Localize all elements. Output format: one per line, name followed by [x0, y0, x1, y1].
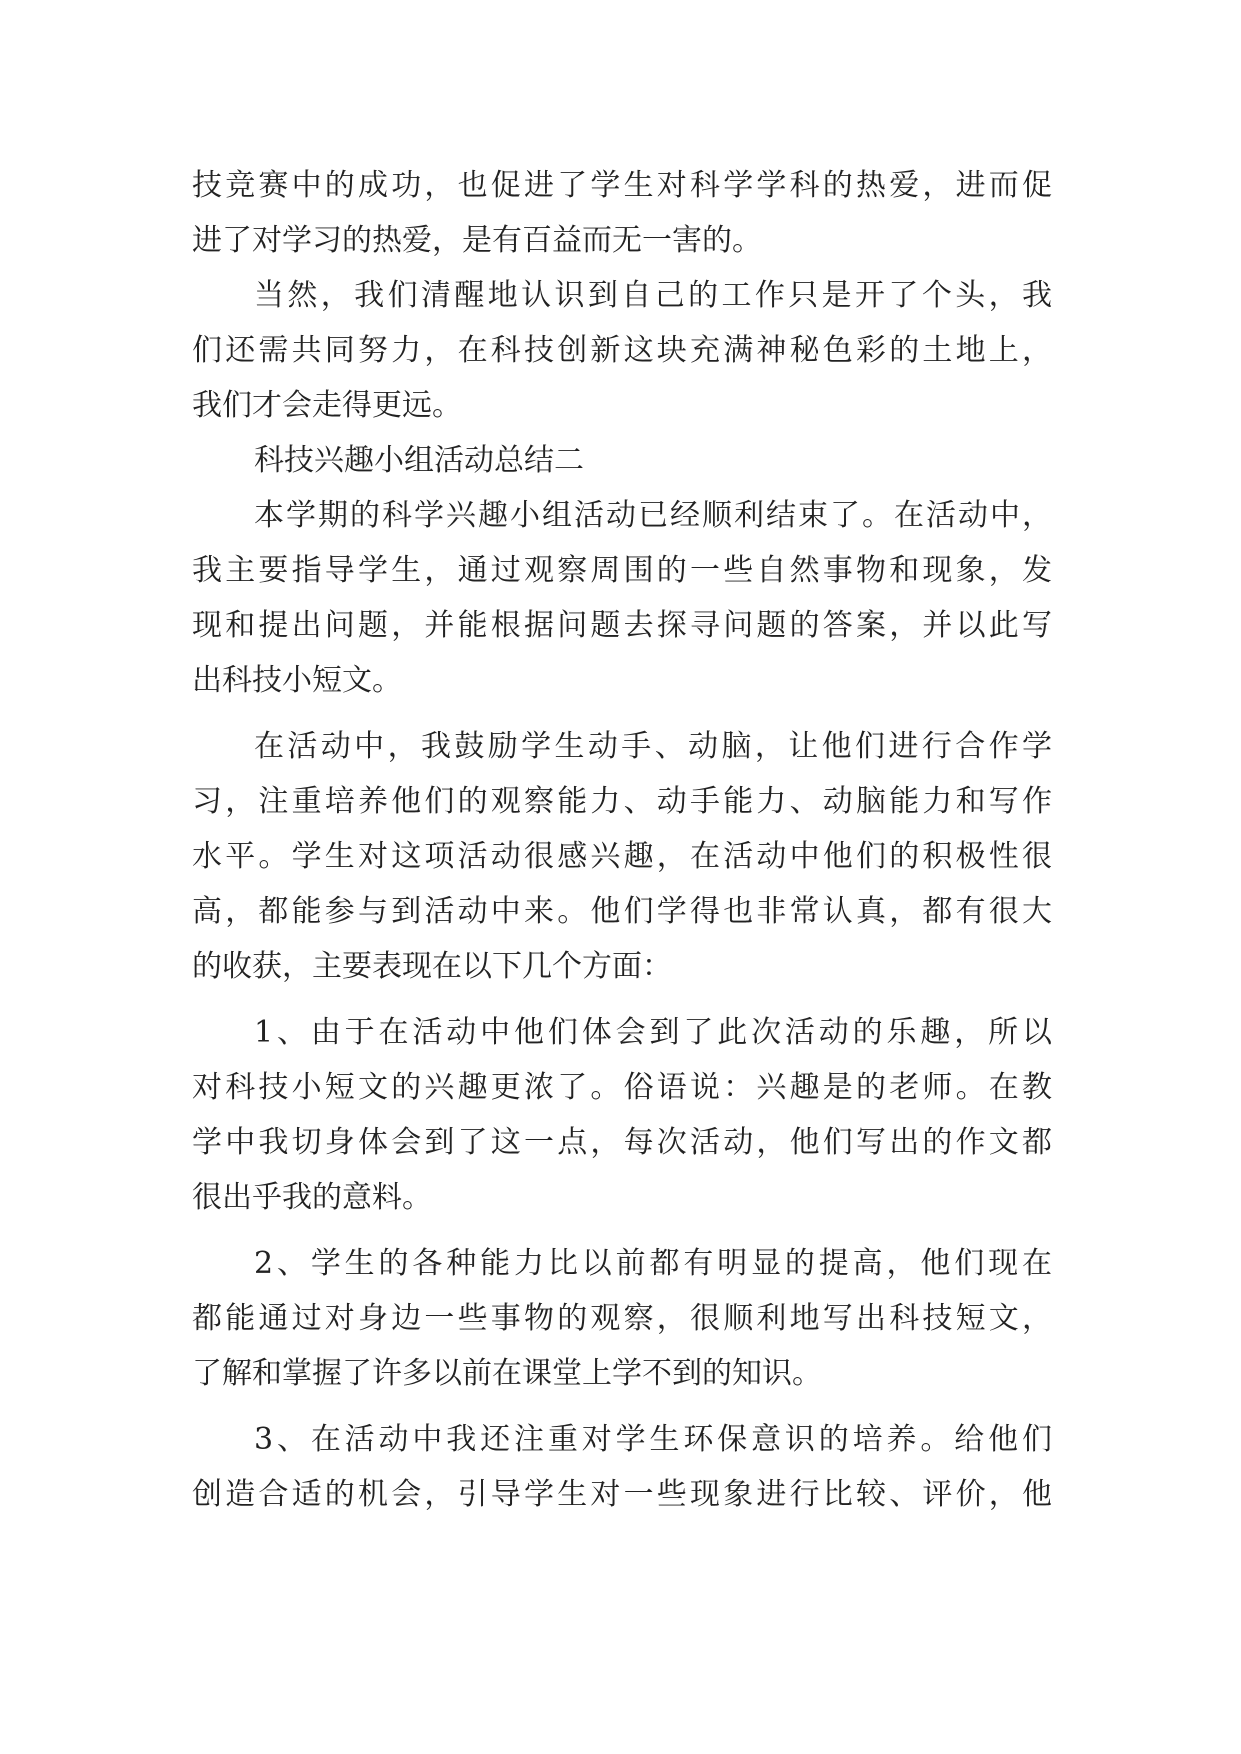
text-line: 本学期的科学兴趣小组活动已经顺利结束了。在活动中， [254, 498, 1052, 533]
text-line: 在活动中，我鼓励学生动手、动脑，让他们进行合作学 [254, 729, 1052, 764]
text-line: 我主要指导学生，通过观察周围的一些自然事物和现象，发 [192, 553, 1052, 588]
text-line: 我们才会走得更远。 [192, 388, 462, 423]
text-line: 进了对学习的热爱，是有百益而无一害的。 [192, 223, 762, 258]
text-line: 的收获，主要表现在以下几个方面： [192, 949, 672, 984]
text-line: 当然，我们清醒地认识到自己的工作只是开了个头，我 [254, 278, 1052, 313]
text-line: 对科技小短文的兴趣更浓了。俗语说：兴趣是的老师。在教 [192, 1070, 1052, 1105]
section-heading: 科技兴趣小组活动总结二 [254, 443, 584, 478]
text-line: 创造合适的机会，引导学生对一些现象进行比较、评价，他 [192, 1477, 1052, 1512]
text-line: 了解和掌握了许多以前在课堂上学不到的知识。 [192, 1356, 822, 1391]
text-line: 1、由于在活动中他们体会到了此次活动的乐趣，所以 [254, 1015, 1052, 1050]
text-line: 高，都能参与到活动中来。他们学得也非常认真，都有很大 [192, 894, 1052, 929]
text-line: 们还需共同努力，在科技创新这块充满神秘色彩的土地上， [192, 333, 1052, 368]
text-line: 2、学生的各种能力比以前都有明显的提高，他们现在 [254, 1246, 1052, 1281]
text-line: 很出乎我的意料。 [192, 1180, 432, 1215]
text-line: 现和提出问题，并能根据问题去探寻问题的答案，并以此写 [192, 608, 1052, 643]
text-line: 习，注重培养他们的观察能力、动手能力、动脑能力和写作 [192, 784, 1052, 819]
text-line: 学中我切身体会到了这一点，每次活动，他们写出的作文都 [192, 1125, 1052, 1160]
text-line: 技竞赛中的成功，也促进了学生对科学学科的热爱，进而促 [192, 168, 1052, 203]
text-line: 3、在活动中我还注重对学生环保意识的培养。给他们 [254, 1422, 1052, 1457]
text-line: 水平。学生对这项活动很感兴趣，在活动中他们的积极性很 [192, 839, 1052, 874]
text-line: 出科技小短文。 [192, 663, 402, 698]
text-line: 都能通过对身边一些事物的观察，很顺利地写出科技短文， [192, 1301, 1052, 1336]
